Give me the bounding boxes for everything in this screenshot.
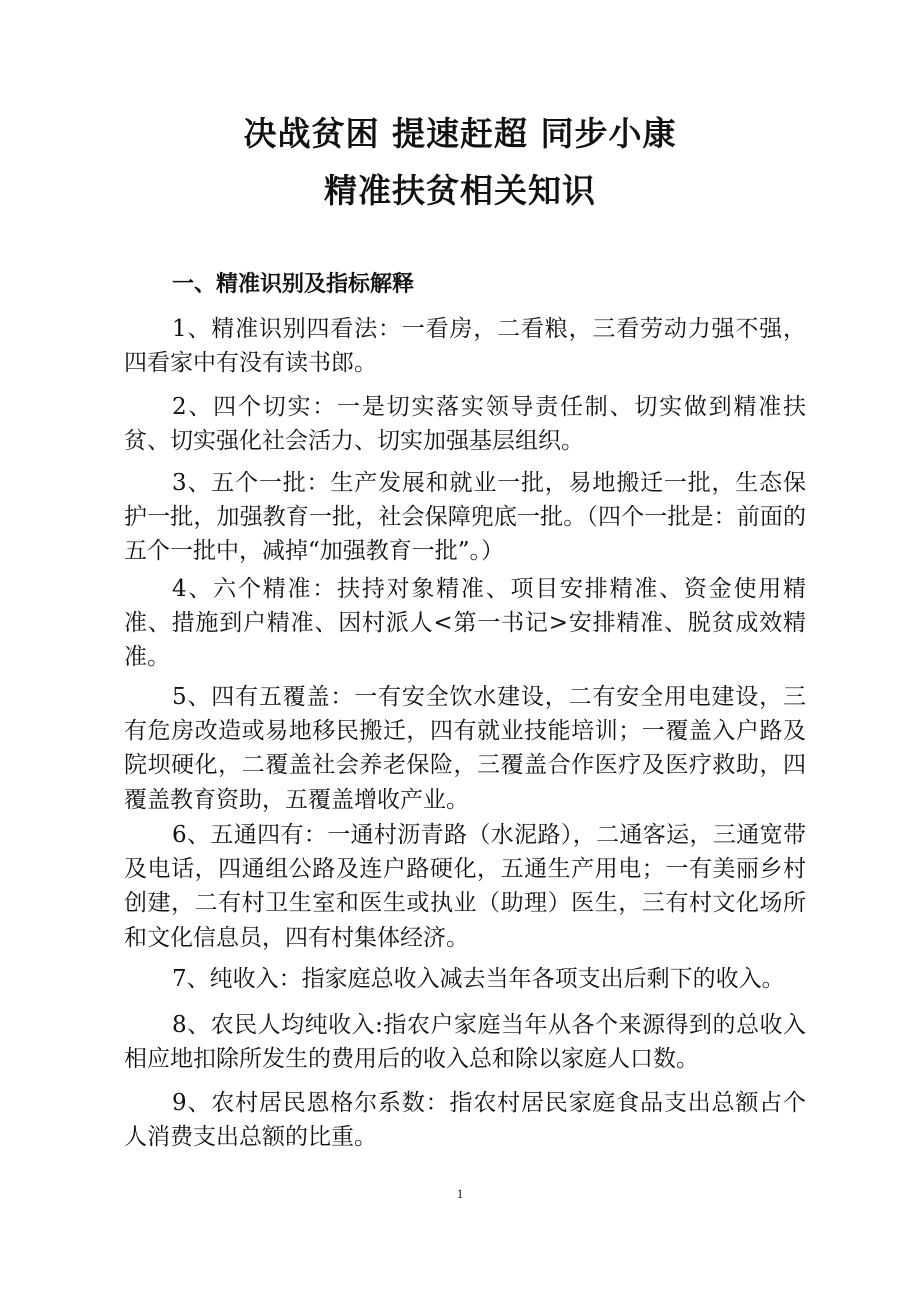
paragraph-4: 4、六个精准：扶持对象精准、项目安排精准、资金使用精准、措施到户精准、因村派人<第一书记>安排精准、脱贫成效精准。 [124, 576, 806, 671]
page-number: 1 [456, 1186, 464, 1201]
paragraph-1: 1、精准识别四看法：一看房，二看粮，三看劳动力强不强，四看家中有没有读书郎。 [124, 316, 806, 377]
section-heading: 一、精准识别及指标解释 [172, 272, 415, 297]
paragraph-2: 2、四个切实：一是切实落实领导责任制、切实做到精准扶贫、切实强化社会活力、切实加强基层组织。 [124, 394, 806, 455]
paragraph-3: 3、五个一批：生产发展和就业一批，易地搬迁一批，生态保护一批，加强教育一批，社会保障兜底一批。（四个一批是：前面的五个一批中，减掉“加强教育一批”。） [124, 470, 806, 565]
paragraph-5: 5、四有五覆盖：一有安全饮水建设，二有安全用电建设，三有危房改造或易地移民搬迁，四有就业技能培训；一覆盖入户路及院坝硬化，二覆盖社会养老保险，三覆盖合作医疗及医疗救助，四覆盖教育资助，五覆盖增收产业。 [124, 684, 806, 813]
paragraph-9: 9、农村居民恩格尔系数：指农村居民家庭食品支出总额占个人消费支出总额的比重。 [124, 1090, 806, 1151]
document-title-line1: 决战贫困 提速赶超 同步小康 [243, 114, 677, 153]
paragraph-6: 6、五通四有：一通村沥青路（水泥路），二通客运，三通宽带及电话，四通组公路及连户路硬化，五通生产用电；一有美丽乡村创建，二有村卫生室和医生或执业（助理）医生，三有村文化场所和文化信息员，四有村集体经济。 [124, 822, 806, 951]
paragraph-8: 8、农民人均纯收入:指农户家庭当年从各个来源得到的总收入相应地扣除所发生的费用后的收入总和除以家庭人口数。 [124, 1012, 806, 1073]
paragraph-7: 7、纯收入：指家庭总收入减去当年各项支出后剩下的收入。 [172, 966, 785, 992]
document-title-line2: 精准扶贫相关知识 [324, 171, 596, 210]
